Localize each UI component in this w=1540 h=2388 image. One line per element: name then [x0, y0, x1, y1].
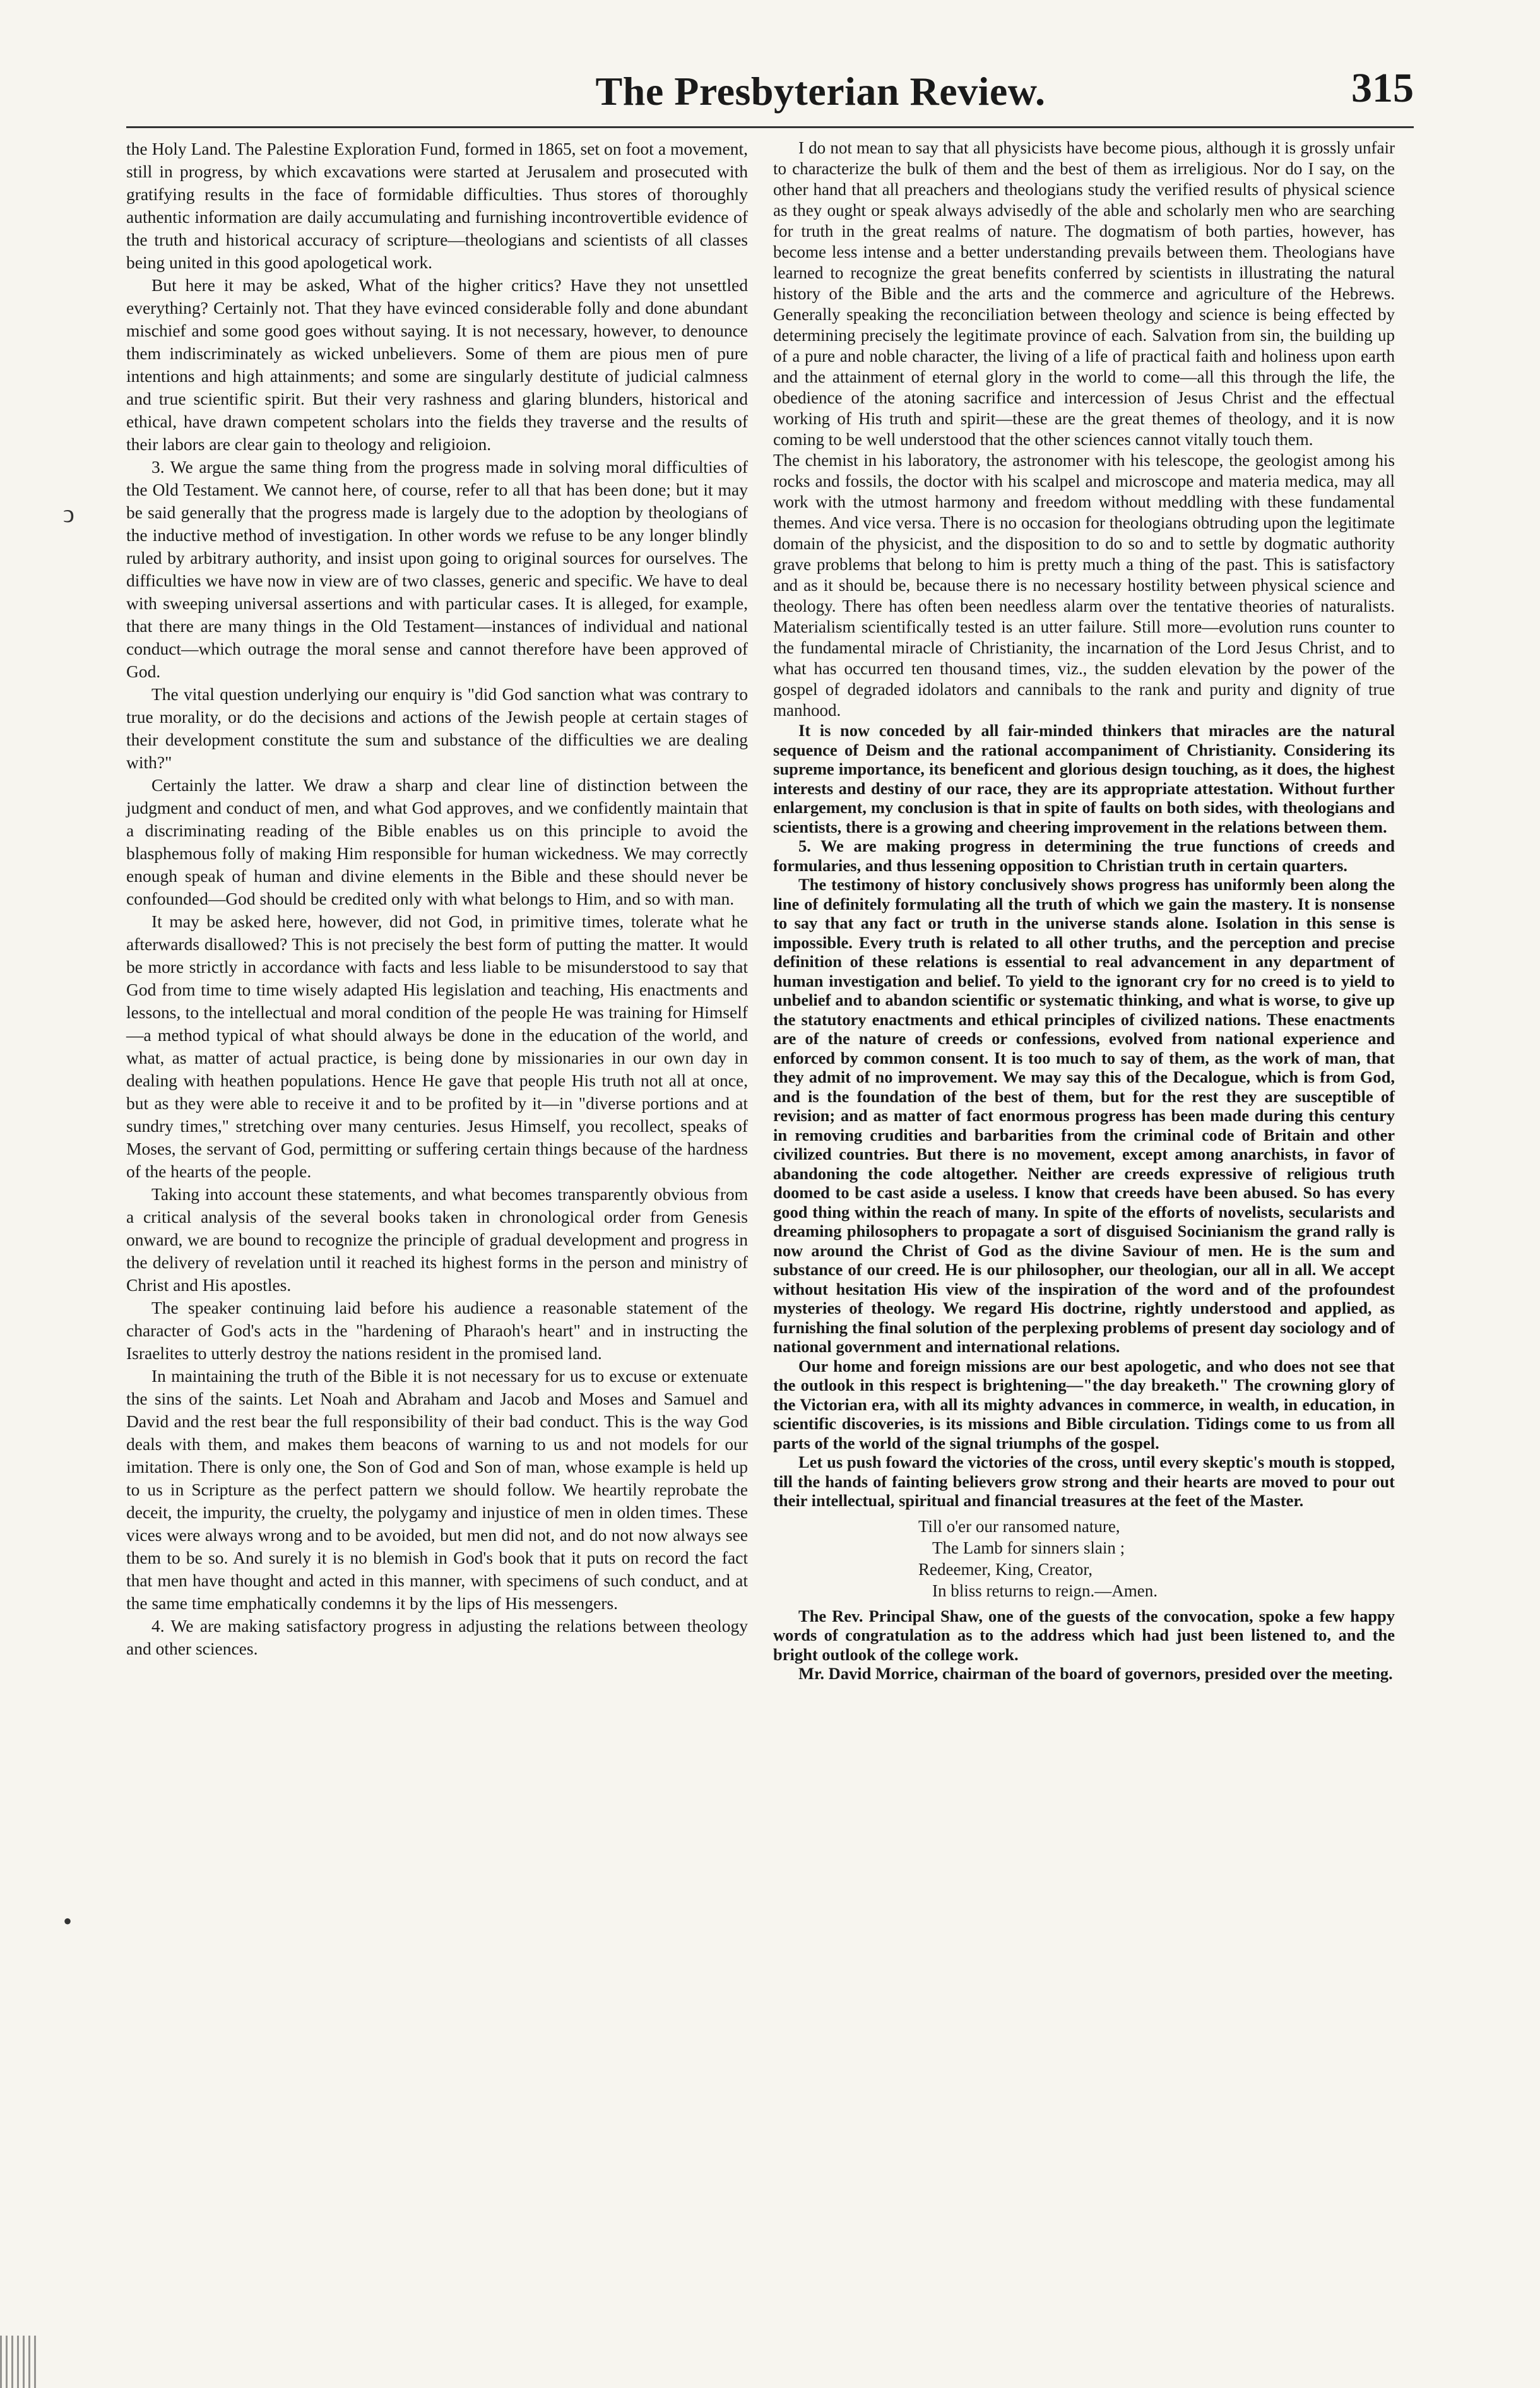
paragraph: In maintaining the truth of the Bible it is not necessary for us to excuse or extenuate the sins of the saints. Let Noah and Abraham and Jacob and Moses and Samuel and David and the rest bear the full responsibility of their bad conduct. This is the way God deals with them, and makes them beacons of warning to us and not models for our imitation. There is only one, the Son of God and Son of man, whose example is held up to us in Scripture as the perfect pattern we should follow. We heartily reprobate the deceit, the impurity, the cruelty, the polygamy and injustice of men in olden times. These vices were always wrong and to be avoided, but men did not, and do not now always see them to be so. And surely it is no blemish in God's book that it puts on record the fact that men have thought and acted in this manner, with specimens of such conduct, and at the same time emphatically condemns it by the lips of His messengers. — [126, 1366, 748, 1613]
page-number: 315 — [1351, 65, 1414, 111]
right-column — [773, 138, 1395, 1684]
paragraph: It is now conceded by all fair-minded thinkers that miracles are the natural sequence of Deism and the rational accompaniment of Christianity. Considering its supreme importance, its beneficent and glorious design touching, as it does, the highest interests and destiny of our race, they are its appropriate attestation. Without further enlargement, my conclusion is that in spite of faults on both sides, with theologians and scientists, there is a growing and cheering improvement in the relations between them. — [773, 721, 1395, 836]
paragraph: The vital question underlying our enquiry is "did God sanction what was contrary to true morality, or do the decisions and actions of the Jewish people at certain stages of their development constitute the sum and substance of the difficulties we are dealing with?" — [126, 684, 748, 772]
paragraph: 3. We argue the same thing from the progress made in solving moral difficulties of the Old Testament. We cannot here, of course, refer to all that has been done; but it may be said generally that the progress made is largely due to the adoption by theologians of the inductive method of investigation. In other words we refuse to be any longer blindly ruled by arbitrary authority, and insist upon going to original sources for ourselves. The difficulties we have now in view are of two classes, generic and specific. We have to deal with sweeping universal assertions and with particular cases. It is alleged, for example, that there are many things in the Old Testament—instances of individual and national conduct—which outrage the moral sense and cannot therefore have been approved of God. — [126, 457, 748, 681]
paragraph: The chemist in his laboratory, the astronomer with his telescope, the geologist among his rocks and fossils, the doctor with his scalpel and microscope and materia medica, may all work with the utmost harmony and freedom without meddling with these fundamental themes. And vice versa. There is no occasion for theologians obtruding upon the legitimate domain of the physicist, and the disposition to do so and to settle by dogmatic authority grave problems that belong to him is pretty much a thing of the past. This is satisfactory and as it should be, because there is no necessary hostility between physical science and theology. There has often been needless alarm over the tentative theories of naturalists. Materialism scientifically tested is an utter failure. Still more—evolution runs counter to the fundamental miracle of Christianity, the incarnation of the Lord Jesus Christ, and to what has occurred ten thousand times, viz., the sudden elevation by the power of the gospel of degraded idolators and cannibals to the rank and purity and dignity of true manhood. — [773, 451, 1395, 720]
paragraph: Certainly the latter. We draw a sharp and clear line of distinction between the judgment and conduct of men, and what God approves, and we confidently maintain that a discriminating reading of the Bible enables us on this principle to avoid the blasphemous folly of making Him responsible for human wickedness. We may correctly enough speak of human and divine elements in the Bible and these should never be confounded—God should be credited only with what belongs to Him, and so with man. — [126, 775, 748, 908]
verse-line: Redeemer, King, Creator, — [918, 1559, 1093, 1579]
verse-line: In bliss returns to reign.—Amen. — [932, 1581, 1158, 1600]
verse-line: The Lamb for sinners slain ; — [932, 1538, 1125, 1557]
paragraph: Our home and foreign missions are our best apologetic, and who does not see that the outlook in this respect is brightening—"the day breaketh." The crowning glory of the Victorian era, with all its mighty advances in commerce, in wealth, in education, in scientific discoveries, is its missions and Bible circulation. Tidings come to us from all parts of the world of the signal triumphs of the gospel. — [773, 1356, 1395, 1452]
left-column — [126, 138, 748, 1660]
paragraph: But here it may be asked, What of the higher critics? Have they not unsettled everything? Certainly not. That they have evinced considerable folly and done abundant mischief and some good goes without saying. It is not necessary, however, to denounce them indiscriminately as wicked unbelievers. Some of them are pious men of pure intentions and high attainments; and some are singularly destitute of judicial calmness and true scientific spirit. But their very rashness and glaring blunders, historical and ethical, have drawn competent scholars into the fields they traverse and the results of their labors are clear gain to theology and religioion. — [126, 275, 748, 454]
margin-mark: • — [63, 1907, 73, 1935]
paragraph: The Rev. Principal Shaw, one of the guests of the convocation, spoke a few happy words of congratulation as to the address which had just been listened to, and the bright outlook of the college work. — [773, 1606, 1395, 1664]
paragraph: The speaker continuing laid before his audience a reasonable statement of the character of God's acts in the "hardening of Pharaoh's heart" and in instructing the Israelites to utterly destroy the nations resident in the promised land. — [126, 1298, 748, 1363]
paragraph: Taking into account these statements, and what becomes transparently obvious from a critical analysis of the several books taken in chronological order from Genesis onward, we are bound to recognize the principle of gradual development and progress in the delivery of revelation until it reached its highest forms in the person and ministry of Christ and His apostles. — [126, 1184, 748, 1295]
hymn-verse — [918, 1516, 1395, 1601]
page-header — [126, 65, 1414, 128]
header-rule — [126, 126, 1414, 128]
margin-mark: ↄ — [63, 499, 74, 528]
paragraph: 5. We are making progress in determining the true functions of creeds and formularies, and thus lessening opposition to Christian truth in certain quarters. — [773, 836, 1395, 875]
verse-line: Till o'er our ransomed nature, — [918, 1516, 1120, 1536]
paragraph: Let us push foward the victories of the cross, until every skeptic's mouth is stopped, till the hands of fainting believers grow strong and their hearts are moved to pour out their intellectual, spiritual and financial treasures at the feet of the Master. — [773, 1452, 1395, 1510]
publication-title: The Presbyterian Review. — [595, 69, 1046, 114]
paragraph: The testimony of history conclusively shows progress has uniformly been along the line of definitely formulating all the truth of which we gain the mastery. It is nonsense to say that any fact or truth in the universe stands alone. Isolation in this sense is impossible. Every truth is related to all other truths, and the perception and precise definition of these relations is essential to real advancement in any department of human investigation and belief. To yield to the ignorant cry for no creed is to yield to unbelief and to abandon scientific or systematic thinking, and what is worse, to give up the statutory enactments and ethical principles of civilized nations. These enactments are of the nature of creeds or confessions, evolved from national experience and enforced by common consent. It is too much to say of them, as the work of man, that they admit of no improvement. We may say this of the Decalogue, which is from God, and is the foundation of the best of them, but for the rest they are susceptible of revision; and as matter of fact enormous progress has been made during this century in removing crudities and barbarities from the criminal code of Britain and other civilized countries. But there is no movement, except among anarchists, in favor of abandoning the code altogether. Neither are creeds expressive of religious truth doomed to be cast aside a useless. I know that creeds have been abused. So has every good thing within the reach of many. In spite of the efforts of novelists, secularists and dreaming philosophers to propagate a sort of disguised Socinianism the grand rally is now around the Christ of God as the divine Saviour of men. He is the sum and substance of our creed. He is our philosopher, our theologian, our all in all. We accept without hesitation His view of the inspiration of the word and of the profoundest mysteries of theology. We regard His doctrine, rightly understood and applied, as furnishing the final solution of the perplexing problems of present day sociology and of national government and international relations. — [773, 875, 1395, 1356]
binding-edge — [0, 2336, 38, 2388]
paragraph: 4. We are making satisfactory progress in adjusting the relations between theology and other sciences. — [126, 1616, 748, 1658]
paragraph: Mr. David Morrice, chairman of the board of governors, presided over the meeting. — [798, 1664, 1393, 1683]
paragraph: It may be asked here, however, did not God, in primitive times, tolerate what he afterwards disallowed? This is not precisely the best form of putting the matter. It would be more strictly in accordance with facts and less liable to be misunderstood to say that God from time to time wisely adapted His legislation and teaching, His enactments and lessons, to the intellectual and moral condition of the people He was training for Himself—a method typical of what should always be done in the education of the world, and what, as matter of actual practice, is being done by missionaries in our own day in dealing with heathen populations. Hence He gave that people His truth not all at once, but as they were able to receive it and to be profited by it—in "diverse portions and at sundry times," stretching over many centuries. Jesus Himself, you recollect, speaks of Moses, the servant of God, permitting or suffering certain things because of the hardness of the hearts of the people. — [126, 912, 748, 1181]
paragraph: I do not mean to say that all physicists have become pious, although it is grossly unfair to characterize the bulk of them and the best of them as irreligious. Nor do I say, on the other hand that all preachers and theologians study the verified results of physical science as they ought or speak always advisedly of the able and scholarly men who are searching for truth in the great realms of nature. The dogmatism of both parties, however, has become less intense and a better understanding prevails between them. Theologians have learned to recognize the great benefits conferred by scientists in illustrating the natural history of the Bible and the arts and the commerce and agriculture of the Hebrews. Generally speaking the reconciliation between theology and science is being effected by determining precisely the legitimate province of each. Salvation from sin, the building up of a pure and noble character, the living of a life of practical faith and holiness upon earth and the attainment of eternal glory in the world to come—all this through the life, the obedience of the atoning sacrifice and intercession of Jesus Christ and the effectual working of His truth and spirit—these are the great themes of theology, and it is now coming to be well understood that the other sciences cannot vitally touch them. — [773, 138, 1395, 449]
paragraph: the Holy Land. The Palestine Exploration Fund, formed in 1865, set on foot a movement, still in progress, by which excavations were started at Jerusalem and prosecuted with gratifying results in the face of formidable difficulties. Thus stores of thoroughly authentic information are daily accumulating and furnishing incontrovertible evidence of the truth and historical accuracy of scripture—theologians and scientists of all classes being united in this good apologetical work. — [126, 139, 748, 272]
